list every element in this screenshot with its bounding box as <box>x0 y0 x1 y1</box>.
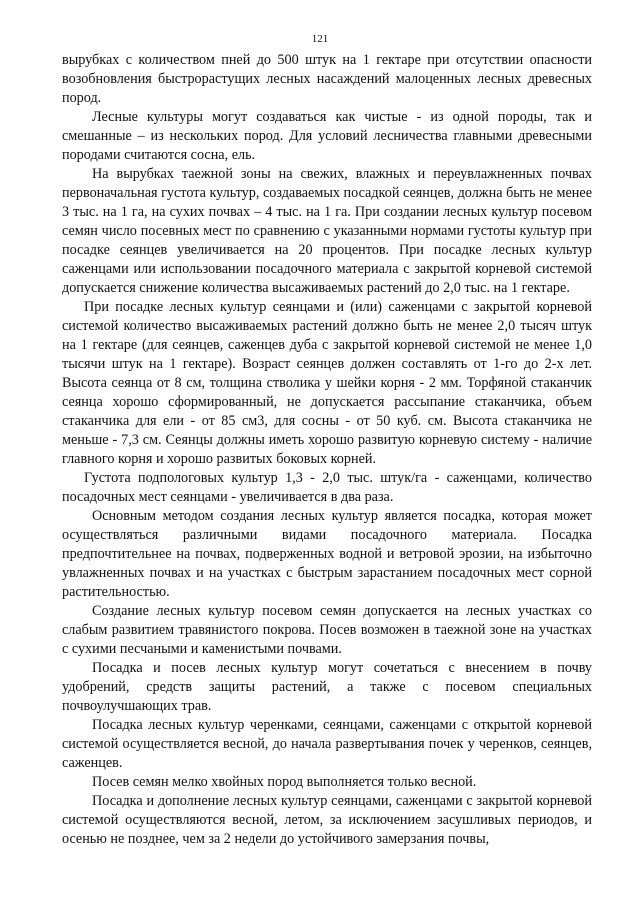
paragraph-4: При посадке лесных культур сеянцами и (или) саженцами с закрытой корневой системой количество высаживаемых растений должно быть не менее 2,0 тысяч штук на 1 гектаре (для сеянцев, саженцев дуба с закрытой корневой системой не менее 1,0 тысячи штук на 1 гектаре). Возраст сеянцев должен составлять от 1-го до 2-х лет. Высота сеянца от 8 см, толщина стволика у шейки корня - 2 мм. Торфяной стаканчик сеянца хорошо сформированный, не допускается рассыпание стаканчика, объем стаканчика для ели - от 85 см3, для сосны - от 50 куб. см. Высота стаканчика не меньше - 7,3 см. Сеянцы должны иметь хорошо развитую корневую систему - наличие главного корня и хорошо развитых боковых корней. <box>62 299 592 467</box>
paragraph-2: Лесные культуры могут создаваться как чистые - из одной породы, так и смешанные – из нескольких пород. Для условий лесничества главными древесными породами считаются сосна, ель. <box>62 109 592 163</box>
page-number: 121 <box>311 33 329 45</box>
paragraph-10: Посев семян мелко хвойных пород выполняется только весной. <box>92 774 477 790</box>
paragraph-5: Густота подпологовых культур 1,3 - 2,0 тыс. штук/га - саженцами, количество посадочных мест сеянцами - увеличивается в два раза. <box>62 470 592 505</box>
paragraph-1: вырубках с количеством пней до 500 штук на 1 гектаре при отсутствии опасности возобновления быстрорастущих лесных насаждений малоценных лесных древесных пород. <box>62 52 592 106</box>
paragraph-7: Создание лесных культур посевом семян допускается на лесных участках со слабым развитием травянистого покрова. Посев возможен в таежной зоне на участках с сухими песчаными и каменистыми почвами. <box>62 603 592 657</box>
paragraph-11: Посадка и дополнение лесных культур сеянцами, саженцами с закрытой корневой системой осуществляются весной, летом, за исключением засушливых периодов, и осенью не позднее, чем за 2 недели до устойчивого замерзания почвы, <box>62 793 592 847</box>
paragraph-9: Посадка лесных культур черенками, сеянцами, саженцами с открытой корневой системой осуществляется весной, до начала развертывания почек у черенков, сеянцев, саженцев. <box>62 717 592 771</box>
paragraph-8: Посадка и посев лесных культур могут сочетаться с внесением в почву удобрений, средств защиты растений, а также с посевом специальных почвоулучшающих трав. <box>62 660 592 714</box>
page-body <box>62 51 592 849</box>
paragraph-3: На вырубках таежной зоны на свежих, влажных и переувлажненных почвах первоначальная густота культур, создаваемых посадкой сеянцев, должна быть не менее 3 тыс. на 1 га, на сухих почвах – 4 тыс. на 1 га. При создании лесных культур посевом семян число посевных мест по сравнению с указанными нормами густоты культур при посадке сеянцев увеличивается на 20 процентов. При посадке лесных культур саженцами или использовании посадочного материала с закрытой корневой системой допускается снижение количества высаживаемых растений до 2,0 тыс. на 1 гектаре. <box>62 166 592 296</box>
paragraph-6: Основным методом создания лесных культур является посадка, которая может осуществляться различными видами посадочного материала. Посадка предпочтительнее на почвах, подверженных водной и ветровой эрозии, на избыточно увлажненных почвах и на участках с быстрым зарастанием посадочных мест сорной растительностью. <box>62 508 592 600</box>
